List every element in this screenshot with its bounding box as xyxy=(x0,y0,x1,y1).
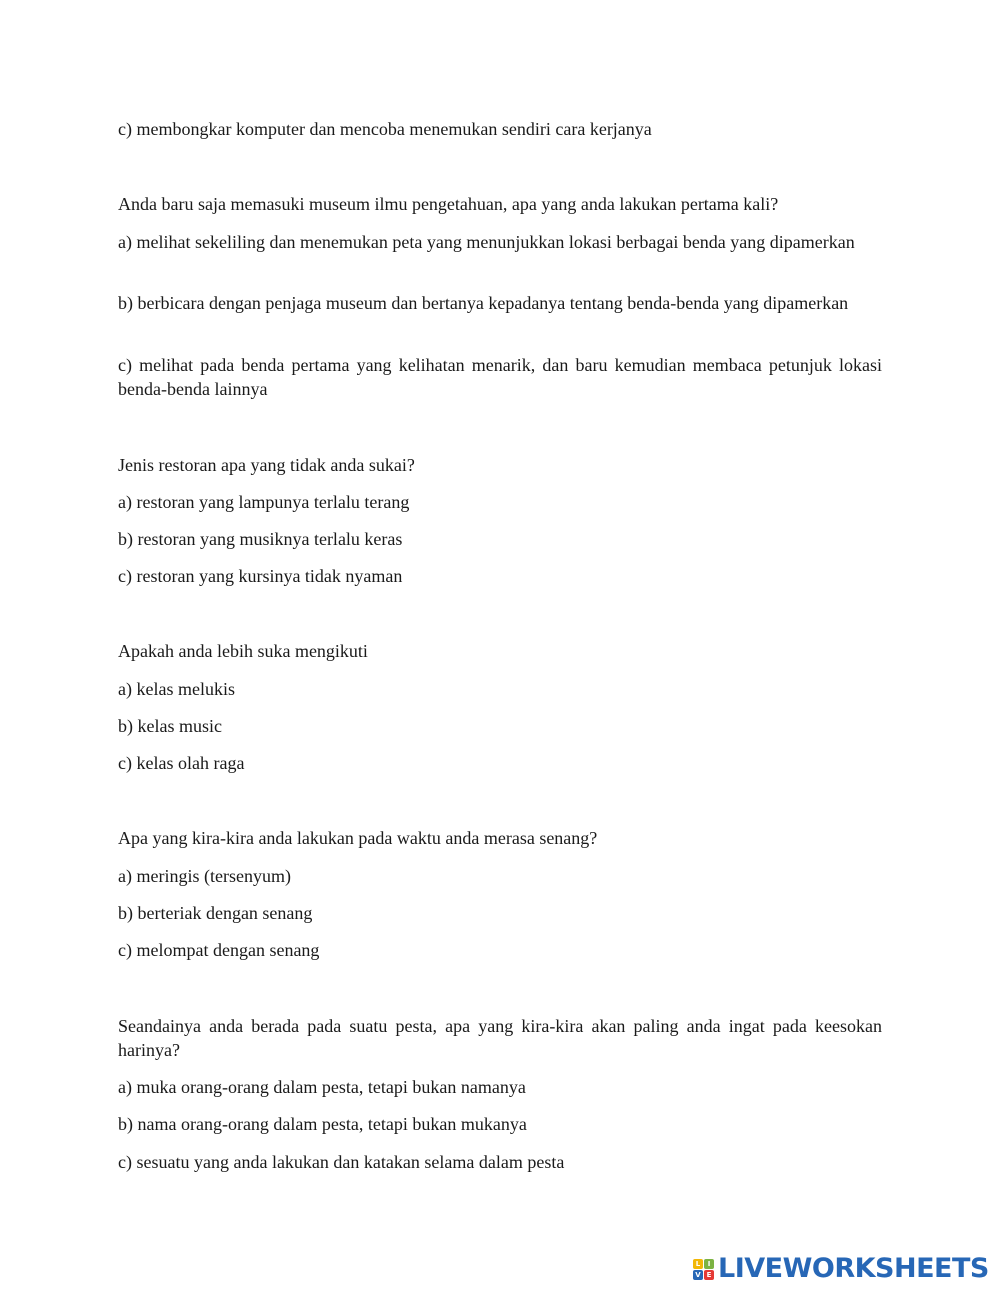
option-c-class: c) kelas olah raga xyxy=(118,753,245,773)
question-class: Apakah anda lebih suka mengikuti xyxy=(118,641,368,661)
liveworksheets-logo xyxy=(693,1255,989,1283)
logo-mark-v: V xyxy=(693,1270,703,1280)
logo-mark-e: E xyxy=(704,1270,714,1280)
question-party: Seandainya anda berada pada suatu pesta, apa yang kira-kira akan paling anda ingat pada keesokan harinya? xyxy=(118,1016,882,1060)
option-a-restaurant: a) restoran yang lampunya terlalu terang xyxy=(118,492,410,512)
option-b-party: b) nama orang-orang dalam pesta, tetapi bukan mukanya xyxy=(118,1114,527,1134)
option-b-class: b) kelas music xyxy=(118,716,222,736)
option-c-happy: c) melompat dengan senang xyxy=(118,940,320,960)
option-c-computer: c) membongkar komputer dan mencoba menemukan sendiri cara kerjanya xyxy=(118,119,652,139)
option-a-happy: a) meringis (tersenyum) xyxy=(118,866,291,886)
option-c-museum: c) melihat pada benda pertama yang kelihatan menarik, dan baru kemudian membaca petunjuk lokasi benda-benda lainnya xyxy=(118,355,882,399)
logo-mark-i: I xyxy=(704,1259,714,1269)
question-museum: Anda baru saja memasuki museum ilmu pengetahuan, apa yang anda lakukan pertama kali? xyxy=(118,194,779,214)
liveworksheets-logo-icon xyxy=(693,1259,714,1280)
question-restaurant: Jenis restoran apa yang tidak anda sukai? xyxy=(118,455,415,475)
option-c-party: c) sesuatu yang anda lakukan dan katakan selama dalam pesta xyxy=(118,1152,565,1172)
option-b-restaurant: b) restoran yang musiknya terlalu keras xyxy=(118,529,403,549)
option-a-class: a) kelas melukis xyxy=(118,679,235,699)
option-b-happy: b) berteriak dengan senang xyxy=(118,903,313,923)
logo-mark-l: L xyxy=(693,1259,703,1269)
option-a-museum: a) melihat sekeliling dan menemukan peta yang menunjukkan lokasi berbagai benda yang dipamerkan xyxy=(118,232,855,252)
question-happy: Apa yang kira-kira anda lakukan pada waktu anda merasa senang? xyxy=(118,828,598,848)
option-b-museum: b) berbicara dengan penjaga museum dan bertanya kepadanya tentang benda-benda yang dipamerkan xyxy=(118,293,849,313)
option-a-party: a) muka orang-orang dalam pesta, tetapi bukan namanya xyxy=(118,1077,526,1097)
liveworksheets-logo-text: LIVEWORKSHEETS xyxy=(718,1253,989,1284)
option-c-restaurant: c) restoran yang kursinya tidak nyaman xyxy=(118,566,403,586)
